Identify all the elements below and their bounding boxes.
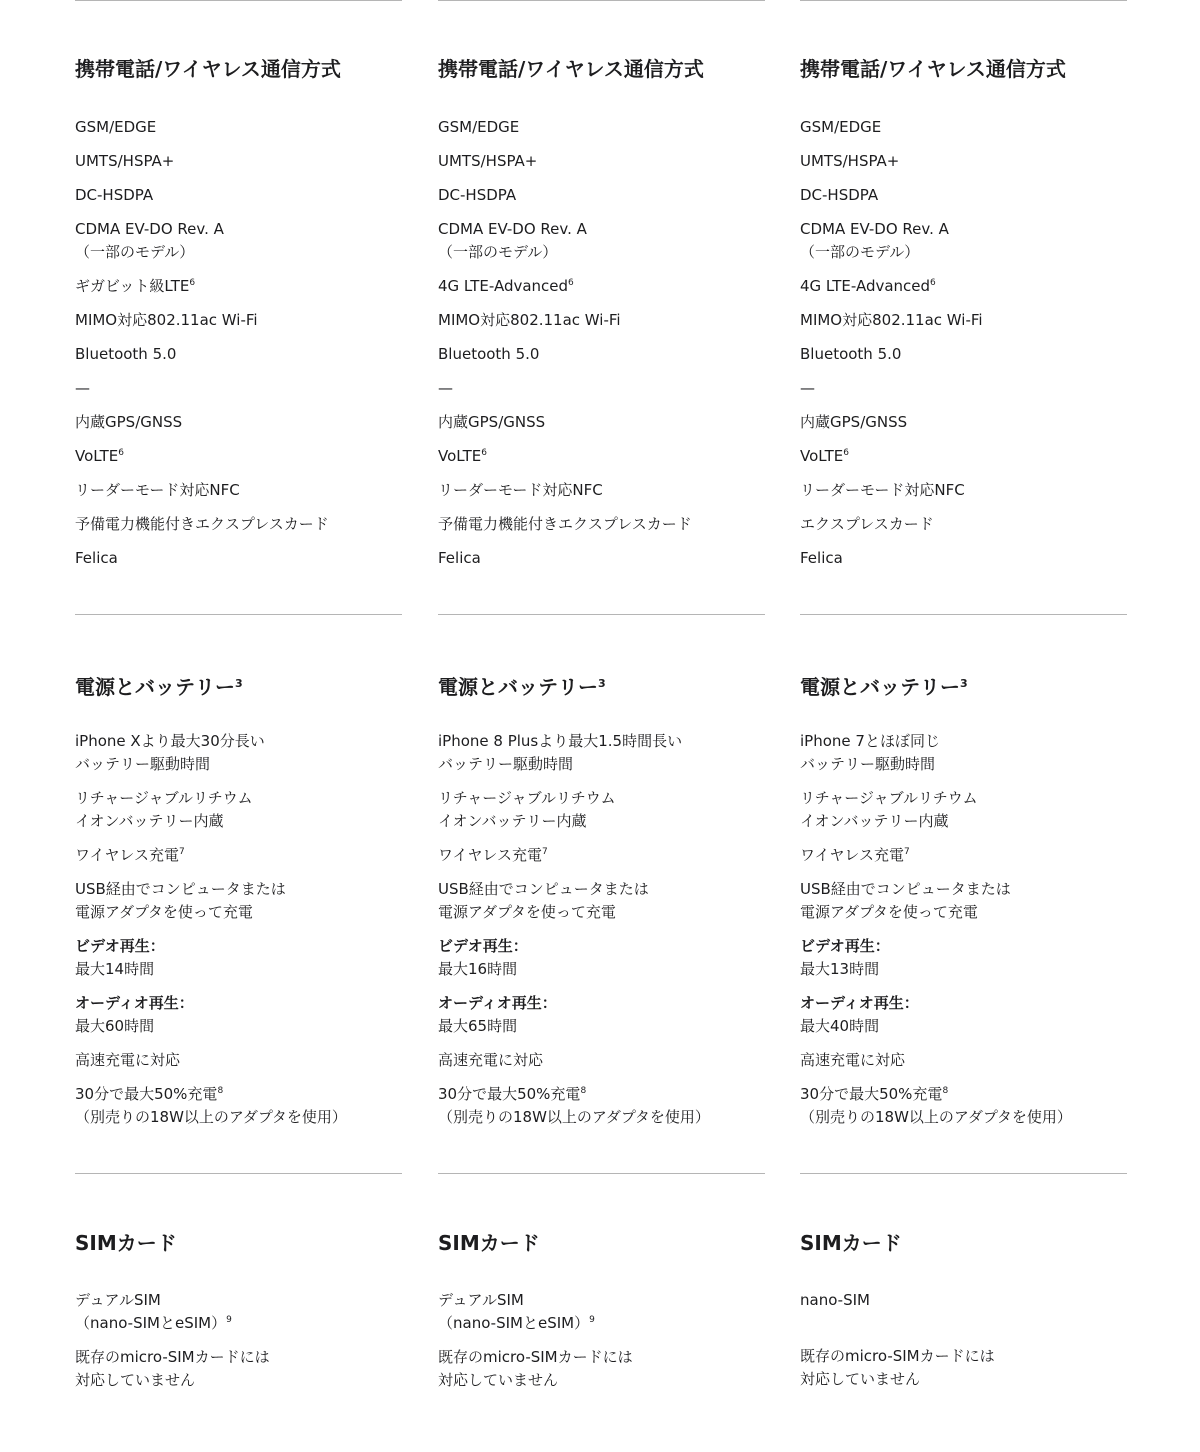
spec-item-text: Felica: [800, 549, 843, 567]
spec-item: [438, 309, 768, 332]
spec-list: [75, 1289, 405, 1403]
spec-item: [800, 116, 1130, 139]
spec-item-text: —: [438, 379, 453, 397]
section-divider: [75, 1173, 402, 1174]
footnote-marker: 3: [235, 677, 243, 690]
footnote-marker: 7: [541, 847, 548, 857]
footnote-marker: 6: [568, 278, 574, 288]
spec-item-text: iPhone 7とほぼ同じ バッテリー駆動時間: [800, 732, 940, 773]
footnote-marker: 6: [843, 448, 849, 458]
spec-item-text: Bluetooth 5.0: [438, 345, 540, 363]
spec-item-text: デュアルSIM （nano-SIMとeSIM）: [438, 1291, 590, 1332]
spec-item-text: デュアルSIM （nano-SIMとeSIM）: [75, 1291, 227, 1332]
footnote-marker: 7: [903, 847, 910, 857]
spec-item: [800, 184, 1130, 207]
section-heading: [800, 55, 1066, 83]
spec-item-text: 内蔵GPS/GNSS: [438, 413, 546, 431]
spec-item: [800, 935, 1130, 981]
spec-item: [75, 309, 405, 332]
spec-item: [800, 730, 1130, 776]
spec-item-text: MIMO対応802.11ac Wi-Fi: [438, 311, 621, 329]
spec-item: [800, 479, 1130, 502]
spec-item-text: 4G LTE-Advanced: [438, 277, 569, 295]
spec-item: [75, 411, 405, 434]
section-divider: [800, 1173, 1127, 1174]
footnote-marker: 6: [118, 448, 124, 458]
section-heading-text: SIMカード: [75, 1231, 177, 1255]
footnote-marker: 8: [217, 1086, 224, 1096]
section-heading: [438, 55, 704, 83]
spec-item-text: USB経由でコンピュータまたは 電源アダプタを使って充電: [438, 880, 649, 921]
spec-item-text: VoLTE: [75, 447, 119, 465]
spec-item: [800, 547, 1130, 570]
spec-item: [800, 445, 1130, 468]
section-heading: [75, 1229, 177, 1257]
spec-item: [75, 878, 405, 924]
spec-item-text: Felica: [75, 549, 118, 567]
section-heading-text: 電源とバッテリー: [800, 675, 960, 699]
section-divider: [438, 614, 765, 615]
spec-item: [800, 1345, 1130, 1391]
spec-item: [800, 1049, 1130, 1072]
section-divider: [800, 614, 1127, 615]
spec-item: [75, 377, 405, 400]
spec-item-text: USB経由でコンピュータまたは 電源アダプタを使って充電: [75, 880, 286, 921]
spec-item: [438, 150, 768, 173]
spec-item: [75, 844, 405, 867]
spec-item-text: 4G LTE-Advanced: [800, 277, 931, 295]
footnote-marker: 8: [580, 1086, 587, 1096]
spec-item: [438, 116, 768, 139]
spec-item-text: 最大13時間: [800, 960, 880, 978]
spec-item: [438, 878, 768, 924]
spec-item-text: リチャージャブルリチウム イオンバッテリー内蔵: [800, 789, 978, 830]
spec-item-text: VoLTE: [438, 447, 482, 465]
spec-item-text: CDMA EV-DO Rev. A （一部のモデル）: [438, 220, 587, 261]
spec-item: [438, 1083, 768, 1129]
spec-item-text: 最大14時間: [75, 960, 155, 978]
spec-item: [438, 513, 768, 536]
spec-item: [75, 275, 405, 298]
spec-item: [800, 343, 1130, 366]
spec-item-text: iPhone Xより最大30分長い バッテリー駆動時間: [75, 732, 265, 773]
spec-item: [438, 844, 768, 867]
spec-item-text: ギガビット級LTE: [75, 277, 190, 295]
section-heading-text: 携帯電話/ワイヤレス通信方式: [800, 57, 1066, 81]
spec-item: [75, 1083, 405, 1129]
spec-item: [800, 309, 1130, 332]
spec-list: [438, 1289, 768, 1403]
spec-item-text: DC-HSDPA: [438, 186, 517, 204]
section-heading: [75, 670, 243, 701]
spec-item: [75, 445, 405, 468]
spec-item: [75, 1049, 405, 1072]
spec-item-text: 予備電力機能付きエクスプレスカード: [75, 515, 329, 533]
footnote-marker: 6: [930, 278, 936, 288]
section-divider: [75, 614, 402, 615]
spec-item-text: UMTS/HSPA+: [800, 152, 900, 170]
spec-item: [75, 1289, 405, 1335]
spec-item: [438, 547, 768, 570]
spec-item-text: DC-HSDPA: [75, 186, 154, 204]
spec-item-text: —: [75, 379, 90, 397]
spec-list: [800, 1289, 1130, 1402]
section-heading-text: 携帯電話/ワイヤレス通信方式: [438, 57, 704, 81]
spec-item-text: ワイヤレス充電: [800, 846, 904, 864]
spec-item: [438, 275, 768, 298]
spec-item-text: エクスプレスカード: [800, 515, 934, 533]
spec-item: [800, 992, 1130, 1038]
spec-item: [438, 377, 768, 400]
spec-item-text: —: [800, 379, 815, 397]
spec-item: [800, 513, 1130, 536]
spec-item-text: CDMA EV-DO Rev. A （一部のモデル）: [800, 220, 949, 261]
spec-item: [75, 218, 405, 264]
spec-item-text: UMTS/HSPA+: [438, 152, 538, 170]
spec-item-text: 最大65時間: [438, 1017, 518, 1035]
spec-item-text: MIMO対応802.11ac Wi-Fi: [800, 311, 983, 329]
spec-item-label: オーディオ再生：: [75, 994, 194, 1012]
footnote-marker: 7: [178, 847, 185, 857]
spec-item: [438, 730, 768, 776]
spec-item: [438, 343, 768, 366]
spec-item: [438, 411, 768, 434]
spec-item: [75, 116, 405, 139]
section-divider: [800, 0, 1127, 1]
spec-item-text: GSM/EDGE: [800, 118, 882, 136]
spec-list: [438, 730, 768, 1140]
section-heading: [75, 55, 341, 83]
spec-item-label: ビデオ再生：: [438, 937, 528, 955]
footnote-marker: 3: [598, 677, 606, 690]
spec-item-text: VoLTE: [800, 447, 844, 465]
spec-item: [800, 844, 1130, 867]
spec-item-text: Bluetooth 5.0: [75, 345, 177, 363]
spec-list: [800, 116, 1130, 581]
spec-item: [438, 787, 768, 833]
spec-item-text: 内蔵GPS/GNSS: [75, 413, 183, 431]
spec-item-text: 30分で最大50%充電: [800, 1085, 943, 1103]
spec-item-text: 既存のmicro-SIMカードには 対応していません: [800, 1347, 995, 1388]
spec-item-text: 最大40時間: [800, 1017, 880, 1035]
spec-item-text: 既存のmicro-SIMカードには 対応していません: [75, 1348, 270, 1389]
spec-item-label: ビデオ再生：: [75, 937, 165, 955]
spec-item-text: Felica: [438, 549, 481, 567]
footnote-marker: 3: [960, 677, 968, 690]
spec-item: [800, 377, 1130, 400]
section-heading-text: 電源とバッテリー: [438, 675, 598, 699]
spec-item-text: リチャージャブルリチウム イオンバッテリー内蔵: [75, 789, 253, 830]
spec-item: [438, 184, 768, 207]
spec-item-text: ワイヤレス充電: [438, 846, 542, 864]
spec-item: [800, 275, 1130, 298]
spec-item-text: 30分で最大50%充電: [438, 1085, 581, 1103]
spec-item: [800, 787, 1130, 833]
spec-item-text: UMTS/HSPA+: [75, 152, 175, 170]
spec-item: [438, 1049, 768, 1072]
spec-item-text: 予備電力機能付きエクスプレスカード: [438, 515, 692, 533]
spec-item-text: 高速充電に対応: [438, 1051, 544, 1069]
section-heading: [438, 1229, 540, 1257]
footnote-marker: 9: [226, 1315, 232, 1325]
spec-item: [438, 479, 768, 502]
section-divider: [438, 0, 765, 1]
spec-item: [438, 992, 768, 1038]
footnote-marker: 6: [481, 448, 487, 458]
spec-item: [438, 445, 768, 468]
section-heading-text: 携帯電話/ワイヤレス通信方式: [75, 57, 341, 81]
spec-item: [438, 935, 768, 981]
section-heading: [438, 670, 606, 701]
spec-item-text: 高速充電に対応: [800, 1051, 906, 1069]
spec-item: [800, 878, 1130, 924]
spec-item-label: オーディオ再生：: [800, 994, 919, 1012]
spec-list: [800, 730, 1130, 1140]
spec-item-text: GSM/EDGE: [438, 118, 520, 136]
section-heading-text: SIMカード: [800, 1231, 902, 1255]
spec-item: [800, 1083, 1130, 1129]
spec-item-text: リーダーモード対応NFC: [75, 481, 240, 499]
spec-list: [75, 730, 405, 1140]
spec-item: [75, 150, 405, 173]
section-heading-text: 電源とバッテリー: [75, 675, 235, 699]
spec-item: [75, 730, 405, 776]
spec-item-text: CDMA EV-DO Rev. A （一部のモデル）: [75, 220, 224, 261]
spec-item: [75, 935, 405, 981]
footnote-marker: 6: [189, 278, 196, 288]
spec-item-text: Bluetooth 5.0: [800, 345, 902, 363]
spec-item-text: リーダーモード対応NFC: [438, 481, 603, 499]
spec-item-text: 既存のmicro-SIMカードには 対応していません: [438, 1348, 633, 1389]
spec-item-text: 最大16時間: [438, 960, 518, 978]
spec-item: [800, 411, 1130, 434]
spec-item-text: 最大60時間: [75, 1017, 155, 1035]
spec-item-text: 30分で最大50%充電: [75, 1085, 218, 1103]
spec-item-text: DC-HSDPA: [800, 186, 879, 204]
spec-item-text: 高速充電に対応: [75, 1051, 181, 1069]
spec-item-text: USB経由でコンピュータまたは 電源アダプタを使って充電: [800, 880, 1011, 921]
spec-item: [75, 343, 405, 366]
spec-item: [438, 218, 768, 264]
spec-item: [800, 1289, 1130, 1312]
spec-item-text: GSM/EDGE: [75, 118, 157, 136]
spec-list: [75, 116, 405, 581]
spec-item-label: ビデオ再生：: [800, 937, 890, 955]
spec-item: [438, 1289, 768, 1335]
spec-item-text: nano-SIM: [800, 1291, 870, 1309]
spec-item-note: （別売りの18W以上のアダプタを使用）: [75, 1108, 347, 1126]
spec-item-label: オーディオ再生：: [438, 994, 557, 1012]
spec-item: [75, 479, 405, 502]
spec-item: [800, 218, 1130, 264]
spec-item-text: iPhone 8 Plusより最大1.5時間長い バッテリー駆動時間: [438, 732, 683, 773]
section-heading: [800, 1229, 902, 1257]
section-divider: [438, 1173, 765, 1174]
spec-item-text: ワイヤレス充電: [75, 846, 179, 864]
spec-item: [75, 787, 405, 833]
spec-item-note: （別売りの18W以上のアダプタを使用）: [800, 1108, 1072, 1126]
section-heading: [800, 670, 968, 701]
spec-item: [438, 1346, 768, 1392]
section-divider: [75, 0, 402, 1]
spec-item-text: リーダーモード対応NFC: [800, 481, 965, 499]
spec-item: [75, 547, 405, 570]
spec-item: [800, 150, 1130, 173]
spec-item: [75, 184, 405, 207]
spec-item-text: 内蔵GPS/GNSS: [800, 413, 908, 431]
spec-list: [438, 116, 768, 581]
section-heading-text: SIMカード: [438, 1231, 540, 1255]
spec-item: [75, 992, 405, 1038]
spec-item-note: （別売りの18W以上のアダプタを使用）: [438, 1108, 710, 1126]
spec-item-text: MIMO対応802.11ac Wi-Fi: [75, 311, 258, 329]
spec-item-text: リチャージャブルリチウム イオンバッテリー内蔵: [438, 789, 616, 830]
spec-item: [75, 1346, 405, 1392]
spec-item: [75, 513, 405, 536]
footnote-marker: 8: [942, 1086, 949, 1096]
footnote-marker: 9: [589, 1315, 595, 1325]
